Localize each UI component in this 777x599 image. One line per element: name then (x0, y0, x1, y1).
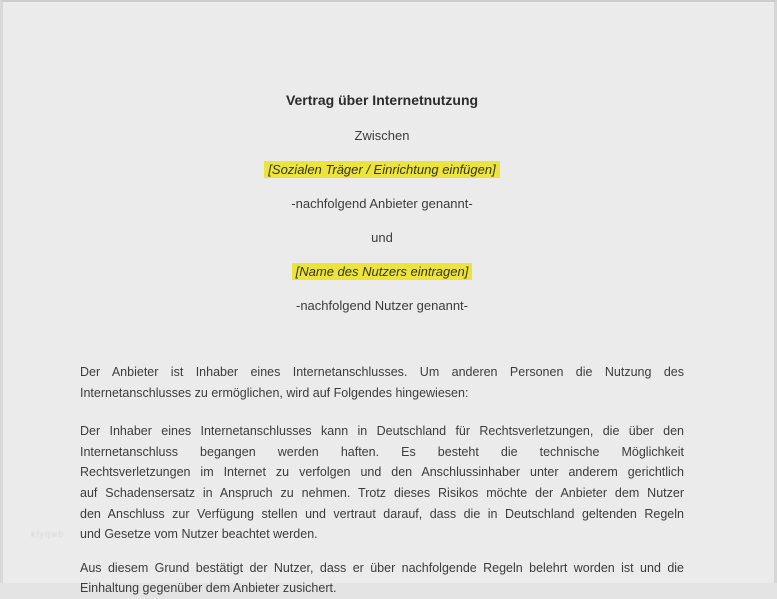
paragraph-intro (80, 362, 684, 403)
user-placeholder-line (80, 264, 684, 280)
paragraph-line: Der Inhaber eines Internetanschlusses kann in Deutschland für Rechtsverletzungen, die über den (80, 424, 684, 439)
paragraph-confirmation (80, 558, 684, 599)
document-title: Vertrag über Internetnutzung (285, 92, 479, 108)
provider-note: -nachfolgend Anbieter genannt- (291, 196, 473, 211)
paragraph-liability (80, 421, 684, 545)
paragraph-line: Der Anbieter ist Inhaber eines Internetanschlusses. Um anderen Personen die Nutzung des (80, 365, 684, 379)
paragraph-line: Internetanschlusses zu ermöglichen, wird auf Folgendes hingewiesen: (80, 385, 469, 400)
paragraph-line-partial: Einhaltung gegenüber dem Anbieter zusichert. (80, 581, 337, 596)
user-note: -nachfolgend Nutzer genannt- (295, 298, 468, 313)
paragraph-line: Rechtsverletzungen im Internet zu verfolgen und den Anschlussinhaber unter anderem gerichtlich (80, 465, 684, 480)
user-placeholder-highlight: [Name des Nutzers eintragen] (292, 263, 473, 280)
between-label: Zwischen (354, 128, 410, 143)
paragraph-line: und Gesetze vom Nutzer beachtet werden. (80, 527, 318, 542)
and-label: und (371, 230, 393, 245)
provider-placeholder-line (80, 162, 684, 178)
paragraph-line: Internetanschluss begangen werden haften. Es besteht die technische Möglichkeit (80, 444, 684, 459)
paragraph-line: den Anschluss zur Verfügung stellen und vertraut darauf, dass die in Deutschland geltenden Regeln (80, 506, 684, 521)
paragraph-line: auf Schadensersatz in Anspruch zu nehmen. Trotz dieses Risikos möchte der Anbieter dem Nutzer (80, 485, 684, 500)
paragraph-line: Aus diesem Grund bestätigt der Nutzer, dass er über nachfolgende Regeln belehrt worden ist und die (80, 560, 684, 575)
document-content (3, 92, 774, 599)
watermark: klyqwb (31, 529, 65, 539)
provider-placeholder-highlight: [Sozialen Träger / Einrichtung einfügen] (264, 161, 499, 178)
